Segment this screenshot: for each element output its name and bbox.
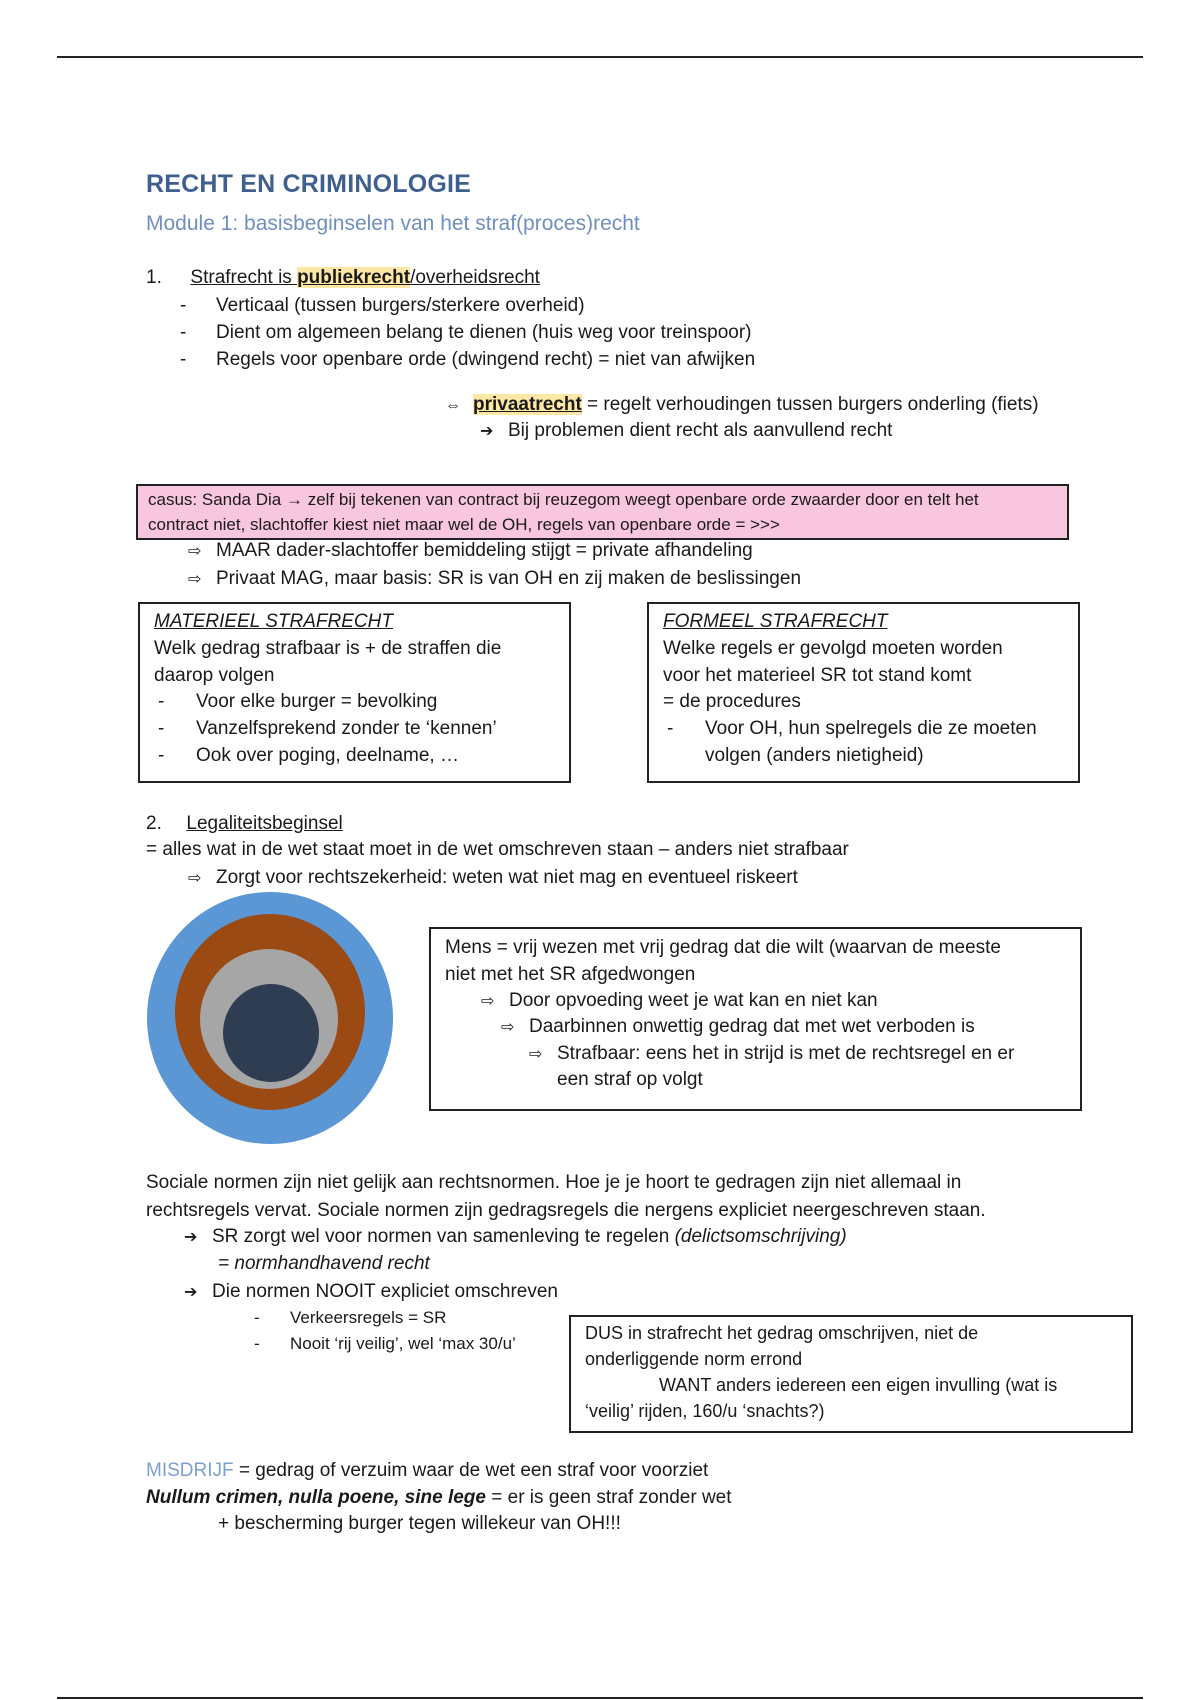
section2-heading — [146, 812, 343, 836]
casus-after-2 — [188, 567, 801, 592]
dus-line-3: WANT anders iedereen een eigen invulling (wat is — [659, 1375, 1058, 1395]
section2-number: 2. — [146, 813, 162, 834]
bullet-text: Vanzelfsprekend zonder te ‘kennen’ — [196, 718, 497, 739]
mens-line-6: een straf op volgt — [557, 1069, 703, 1090]
concentric-circles-diagram — [146, 890, 398, 1146]
arrow-icon: ⇨ — [188, 543, 202, 560]
bullet-text: Dient om algemeen belang te dienen (huis weg voor treinspoor) — [216, 322, 752, 343]
mens-text: Door opvoeding weet je wat kan en niet kan — [509, 990, 878, 1011]
section2-heading-text: Legaliteitsbeginsel — [186, 813, 343, 834]
norms-dash-1: - Verkeersregels = SR — [254, 1308, 447, 1327]
norms-arrow-2-text: Die normen NOOIT expliciet omschreven — [212, 1281, 558, 1302]
norms-dash-text: Nooit ‘rij veilig’, wel ‘max 30/u’ — [290, 1334, 516, 1353]
formeel-line-3: = de procedures — [663, 691, 801, 712]
nullum-crimen-def: = er is geen straf zonder wet — [485, 1487, 732, 1508]
mens-line-4 — [501, 1015, 975, 1040]
formeel-line-2: voor het materieel SR tot stand komt — [663, 665, 972, 686]
section1-bullet-2: - Dient om algemeen belang te dienen (huis weg voor treinspoor) — [180, 322, 752, 343]
section1-heading-text — [190, 267, 540, 288]
arrow-icon: ⇨ — [501, 1019, 515, 1036]
norms-arrow-1-text: SR zorgt wel voor normen van samenleving te regelen — [212, 1226, 675, 1247]
misdrijf-def: = gedrag of verzuim waar de wet een straf voor voorziet — [233, 1460, 709, 1481]
normhandhavend-recht: = normhandhavend recht — [218, 1253, 430, 1274]
heading-post: /overheidsrecht — [410, 267, 540, 288]
materieel-bullet-2: - Vanzelfsprekend zonder te ‘kennen’ — [158, 718, 497, 739]
norms-dash-text: Verkeersregels = SR — [290, 1308, 447, 1327]
materieel-heading: MATERIEEL STRAFRECHT — [154, 611, 393, 632]
formeel-heading: FORMEEL STRAFRECHT — [663, 611, 888, 632]
casus-line-2: contract niet, slachtoffer kiest niet maar wel de OH, regels van openbare orde = >>> — [148, 515, 780, 534]
arrow-icon: ⇨ — [188, 870, 202, 887]
section2-definition: = alles wat in de wet staat moet in de wet omschreven staan – anders niet strafbaar — [146, 839, 849, 860]
privaatrecht-sub-text: Bij problemen dient recht als aanvullend recht — [508, 420, 893, 441]
dus-line-4: ‘veilig’ rijden, 160/u ‘snachts?) — [585, 1401, 825, 1421]
page-title: RECHT EN CRIMINOLOGIE — [146, 170, 472, 198]
materieel-bullet-1: - Voor elke burger = bevolking — [158, 691, 438, 712]
right-arrow-icon: ➔ — [184, 1229, 198, 1246]
bullet-text: Voor OH, hun spelregels die ze moeten — [705, 718, 1037, 739]
materieel-line-1: Welk gedrag strafbaar is + de straffen die — [154, 638, 502, 659]
heading-pre: Strafrecht is — [190, 267, 298, 288]
circle-inner — [223, 984, 319, 1082]
arrow-icon: ⇨ — [481, 993, 495, 1010]
privaatrecht-line — [445, 393, 1039, 418]
misdrijf-term: MISDRIJF — [146, 1460, 234, 1481]
page-subtitle: Module 1: basisbeginselen van het straf(proces)recht — [146, 212, 640, 235]
section1-number: 1. — [146, 267, 162, 288]
casus-box — [136, 484, 1069, 540]
materieel-bullet-3: - Ook over poging, deelname, … — [158, 745, 459, 766]
casus-line-1: casus: Sanda Dia → zelf bij tekenen van contract bij reuzegom weegt openbare orde zwaarder door en telt het — [148, 490, 979, 509]
casus-after-1 — [188, 539, 753, 564]
dus-box — [569, 1315, 1133, 1433]
mens-box — [429, 927, 1082, 1111]
casus-after-text: Privaat MAG, maar basis: SR is van OH en zij maken de beslissingen — [216, 568, 802, 589]
privaatrecht-sub — [480, 419, 892, 444]
right-arrow-icon: ➔ — [184, 1284, 198, 1301]
bullet-text: Regels voor openbare orde (dwingend recht) = niet van afwijken — [216, 349, 756, 370]
bullet-text: Verticaal (tussen burgers/sterkere overheid) — [216, 295, 585, 316]
top-rule — [57, 56, 1143, 58]
formeel-line-1: Welke regels er gevolgd moeten worden — [663, 638, 1003, 659]
norms-arrow-2 — [184, 1280, 558, 1305]
dus-line-1: DUS in strafrecht het gedrag omschrijven, niet de — [585, 1323, 979, 1343]
bullet-text: Voor elke burger = bevolking — [196, 691, 438, 712]
mens-line-3 — [481, 989, 878, 1014]
section1-heading — [146, 266, 540, 290]
norms-paragraph-1: Sociale normen zijn niet gelijk aan rechtsnormen. Hoe je je hoort te gedragen zijn niet allemaal in — [146, 1172, 962, 1193]
highlight-privaatrecht: privaatrecht — [473, 394, 582, 415]
formeel-bullet-cont: volgen (anders nietigheid) — [705, 745, 924, 766]
bottom-rule — [57, 1697, 1143, 1699]
arrow-icon: ⇨ — [529, 1046, 543, 1063]
dus-line-2: onderliggende norm errond — [585, 1349, 803, 1369]
formeel-box — [647, 602, 1080, 783]
double-arrow-icon: ⇔ — [445, 397, 461, 414]
mens-line-2: niet met het SR afgedwongen — [445, 964, 696, 985]
section1-bullet-1: - Verticaal (tussen burgers/sterkere overheid) — [180, 295, 585, 316]
mens-line-1: Mens = vrij wezen met vrij gedrag dat die wilt (waarvan de meeste — [445, 937, 1001, 958]
bescherming-line: + bescherming burger tegen willekeur van OH!!! — [218, 1513, 621, 1534]
materieel-line-2: daarop volgen — [154, 665, 275, 686]
nullum-crimen-line — [146, 1486, 732, 1510]
mens-text: Strafbaar: eens het in strijd is met de rechtsregel en er — [557, 1043, 1015, 1064]
section2-sub — [188, 866, 798, 891]
norms-paragraph-2: rechtsregels vervat. Sociale normen zijn gedragsregels die nergens expliciet neergeschreven staan. — [146, 1200, 986, 1221]
bullet-text: Ook over poging, deelname, … — [196, 745, 459, 766]
privaatrecht-text: = regelt verhoudingen tussen burgers onderling (fiets) — [581, 394, 1039, 415]
formeel-bullet: - Voor OH, hun spelregels die ze moeten — [667, 718, 1037, 739]
delictsomschrijving: (delictsomschrijving) — [674, 1226, 847, 1247]
arrow-icon: ⇨ — [188, 571, 202, 588]
norms-arrow-1 — [184, 1225, 847, 1250]
mens-text: Daarbinnen onwettig gedrag dat met wet verboden is — [529, 1016, 975, 1037]
mens-line-5 — [529, 1042, 1014, 1067]
section1-bullet-3: - Regels voor openbare orde (dwingend recht) = niet van afwijken — [180, 349, 756, 370]
casus-after-text: MAAR dader-slachtoffer bemiddeling stijgt = private afhandeling — [216, 540, 753, 561]
misdrijf-line — [146, 1459, 708, 1483]
right-arrow-icon: ➔ — [480, 423, 494, 440]
section2-sub-text: Zorgt voor rechtszekerheid: weten wat niet mag en eventueel riskeert — [216, 867, 798, 888]
highlight-publiekrecht: publiekrecht — [297, 267, 411, 288]
norms-dash-2: - Nooit ‘rij veilig’, wel ‘max 30/u’ — [254, 1334, 516, 1353]
materieel-box — [138, 602, 571, 783]
nullum-crimen: Nullum crimen, nulla poene, sine lege — [146, 1487, 486, 1508]
